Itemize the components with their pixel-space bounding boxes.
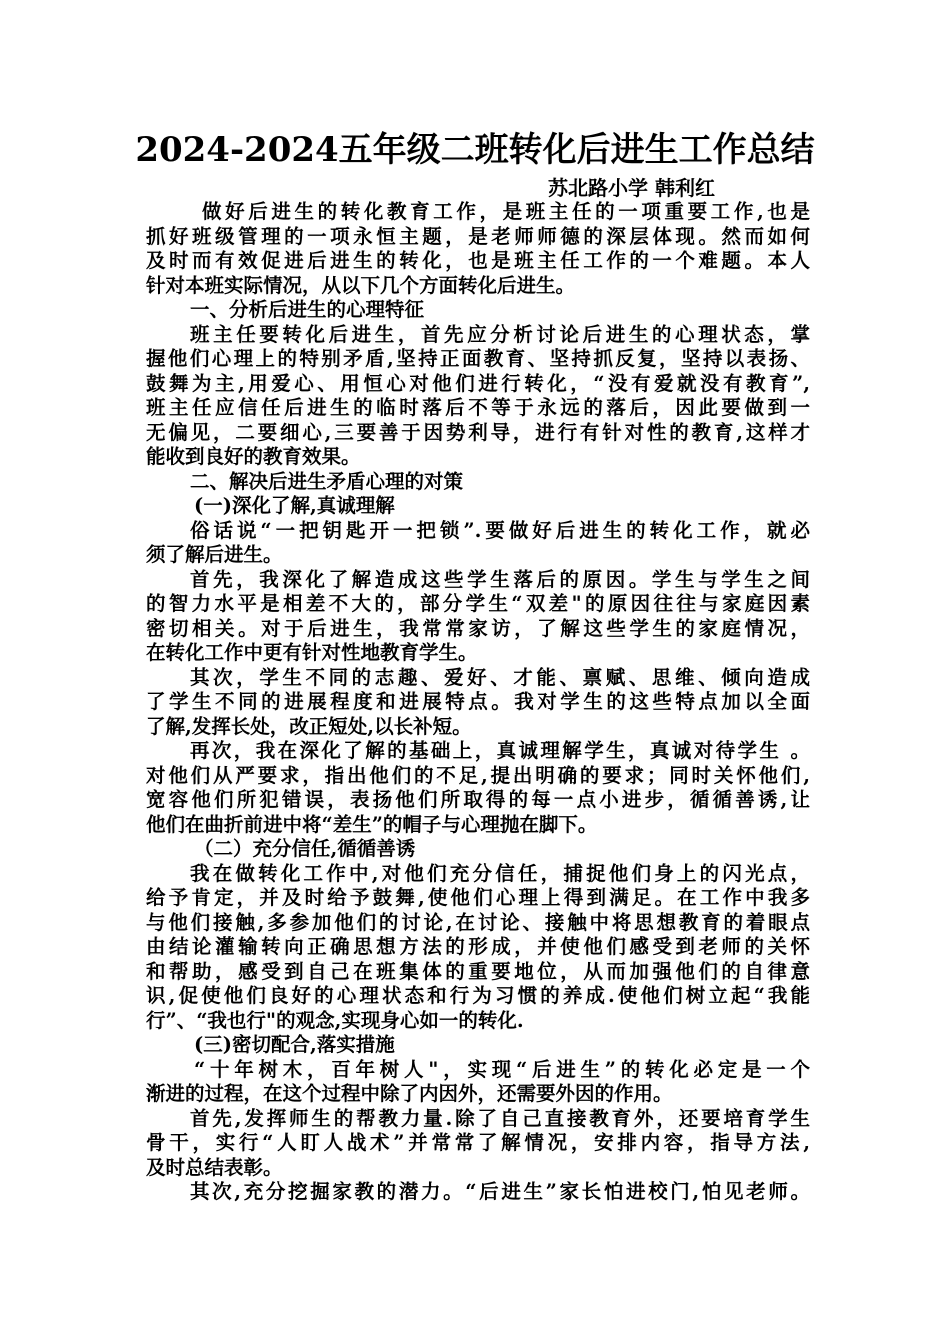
paragraph-line: 班主任要转化后进生，首先应分析讨论后进生的心理状态，掌 — [190, 322, 810, 346]
paragraph-line: 鼓舞为主,用爱心、用恒心对他们进行转化，“没有爱就没有教育”, — [146, 371, 810, 395]
paragraph-line: 骨干，实行“人盯人战术”并常常了解情况，安排内容，指导方法, — [146, 1131, 810, 1154]
paragraph-line: 首先，我深化了解造成这些学生落后的原因。学生与学生之间 — [190, 567, 810, 591]
paragraph-line: 及时总结表彰。 — [146, 1155, 283, 1179]
paragraph-line: 俗话说“一把钥匙开一把锁”.要做好后进生的转化工作，就必 — [190, 518, 810, 542]
paragraph-line: 与他们接触,多参加他们的讨论,在讨论、接触中将思想教育的着眼点 — [146, 910, 810, 934]
subsection-heading: (一)深化了解,真诚理解 — [194, 494, 395, 517]
paragraph-line: 我在做转化工作中,对他们充分信任，捕捉他们身上的闪光点， — [190, 861, 810, 885]
paragraph-line: 再次，我在深化了解的基础上，真诚理解学生，真诚对待学生 。 — [190, 739, 810, 762]
paragraph-line: 其次，学生不同的志趣、爱好、才能、禀赋、思维、倾向造成 — [190, 665, 810, 689]
paragraph-line: 了解,发挥长处，改正短处,以长补短。 — [146, 714, 472, 738]
paragraph-line: 须了解后进生。 — [146, 543, 283, 566]
paragraph-line: 能收到良好的教育效果。 — [146, 445, 361, 468]
paragraph-line: 的智力水平是相差不大的，部分学生“双差"的原因往往与家庭因素 — [146, 592, 810, 615]
paragraph-line: “十年树木，百年树人"，实现“后进生”的转化必定是一个 — [194, 1057, 810, 1081]
paragraph-line: 及时而有效促进后进生的转化，也是班主任工作的一个难题。本人 — [146, 249, 810, 272]
page-title: 2024-2024五年级二班转化后进生工作总结 — [135, 130, 815, 170]
paragraph-line: 了学生不同的进展程度和进展特点。我对学生的这些特点加以全面 — [146, 690, 810, 713]
subsection-heading: （二）充分信任,循循善诱 — [194, 837, 416, 860]
section-heading: 二、解决后进生矛盾心理的对策 — [190, 469, 464, 493]
author-line: 苏北路小学 韩利红 — [548, 176, 715, 200]
paragraph-line: 在转化工作中更有针对性地教育学生。 — [146, 641, 478, 664]
paragraph-line: 密切相关。对于后进生，我常常家访，了解这些学生的家庭情况， — [146, 616, 810, 640]
document-body — [146, 200, 810, 1205]
paragraph-line: 和帮助，感受到自己在班集体的重要地位，从而加强他们的自律意 — [146, 959, 810, 983]
paragraph-line: 针对本班实际情况，从以下几个方面转化后进生。 — [146, 273, 576, 297]
paragraph-line: 其次,充分挖掘家教的潜力。“后进生”家长怕进校门,怕见老师。 — [190, 1180, 810, 1203]
subsection-heading: (三)密切配合,落实措施 — [194, 1033, 395, 1056]
paragraph-line: 给予肯定，并及时给予鼓舞,使他们心理上得到满足。在工作中我多 — [146, 886, 810, 909]
paragraph-line: 由结论灌输转向正确思想方法的形成，并使他们感受到老师的关怀 — [146, 935, 810, 958]
paragraph-line: 行”、“我也行"的观念,实现身心如一的转化. — [146, 1008, 524, 1032]
paragraph-line: 抓好班级管理的一项永恒主题，是老师师德的深层体现。然而如何 — [146, 224, 810, 248]
paragraph-line: 对他们从严要求，指出他们的不足,提出明确的要求；同时关怀他们, — [146, 763, 810, 787]
paragraph-line: 识,促使他们良好的心理状态和行为习惯的养成.使他们树立起“我能 — [146, 984, 810, 1007]
paragraph-line: 他们在曲折前进中将“差生”的帽子与心理抛在脚下。 — [146, 812, 598, 836]
paragraph-line: 握他们心理上的特别矛盾,坚持正面教育、坚持抓反复，坚持以表扬、 — [146, 347, 810, 370]
paragraph-line: 渐进的过程，在这个过程中除了内因外，还需要外因的作用。 — [146, 1082, 673, 1105]
paragraph-line: 做好后进生的转化教育工作，是班主任的一项重要工作,也是 — [202, 200, 810, 223]
paragraph-line: 宽容他们所犯错误，表扬他们所取得的每一点小进步，循循善诱,让 — [146, 788, 810, 811]
section-heading: 一、分析后进生的心理特征 — [190, 298, 425, 321]
paragraph-line: 首先,发挥师生的帮教力量.除了自己直接教育外，还要培育学生 — [190, 1106, 810, 1130]
paragraph-line: 班主任应信任后进生的临时落后不等于永远的落后，因此要做到一 — [146, 396, 810, 419]
paragraph-line: 无偏见，二要细心,三要善于因势利导，进行有针对性的教育,这样才 — [146, 420, 810, 444]
